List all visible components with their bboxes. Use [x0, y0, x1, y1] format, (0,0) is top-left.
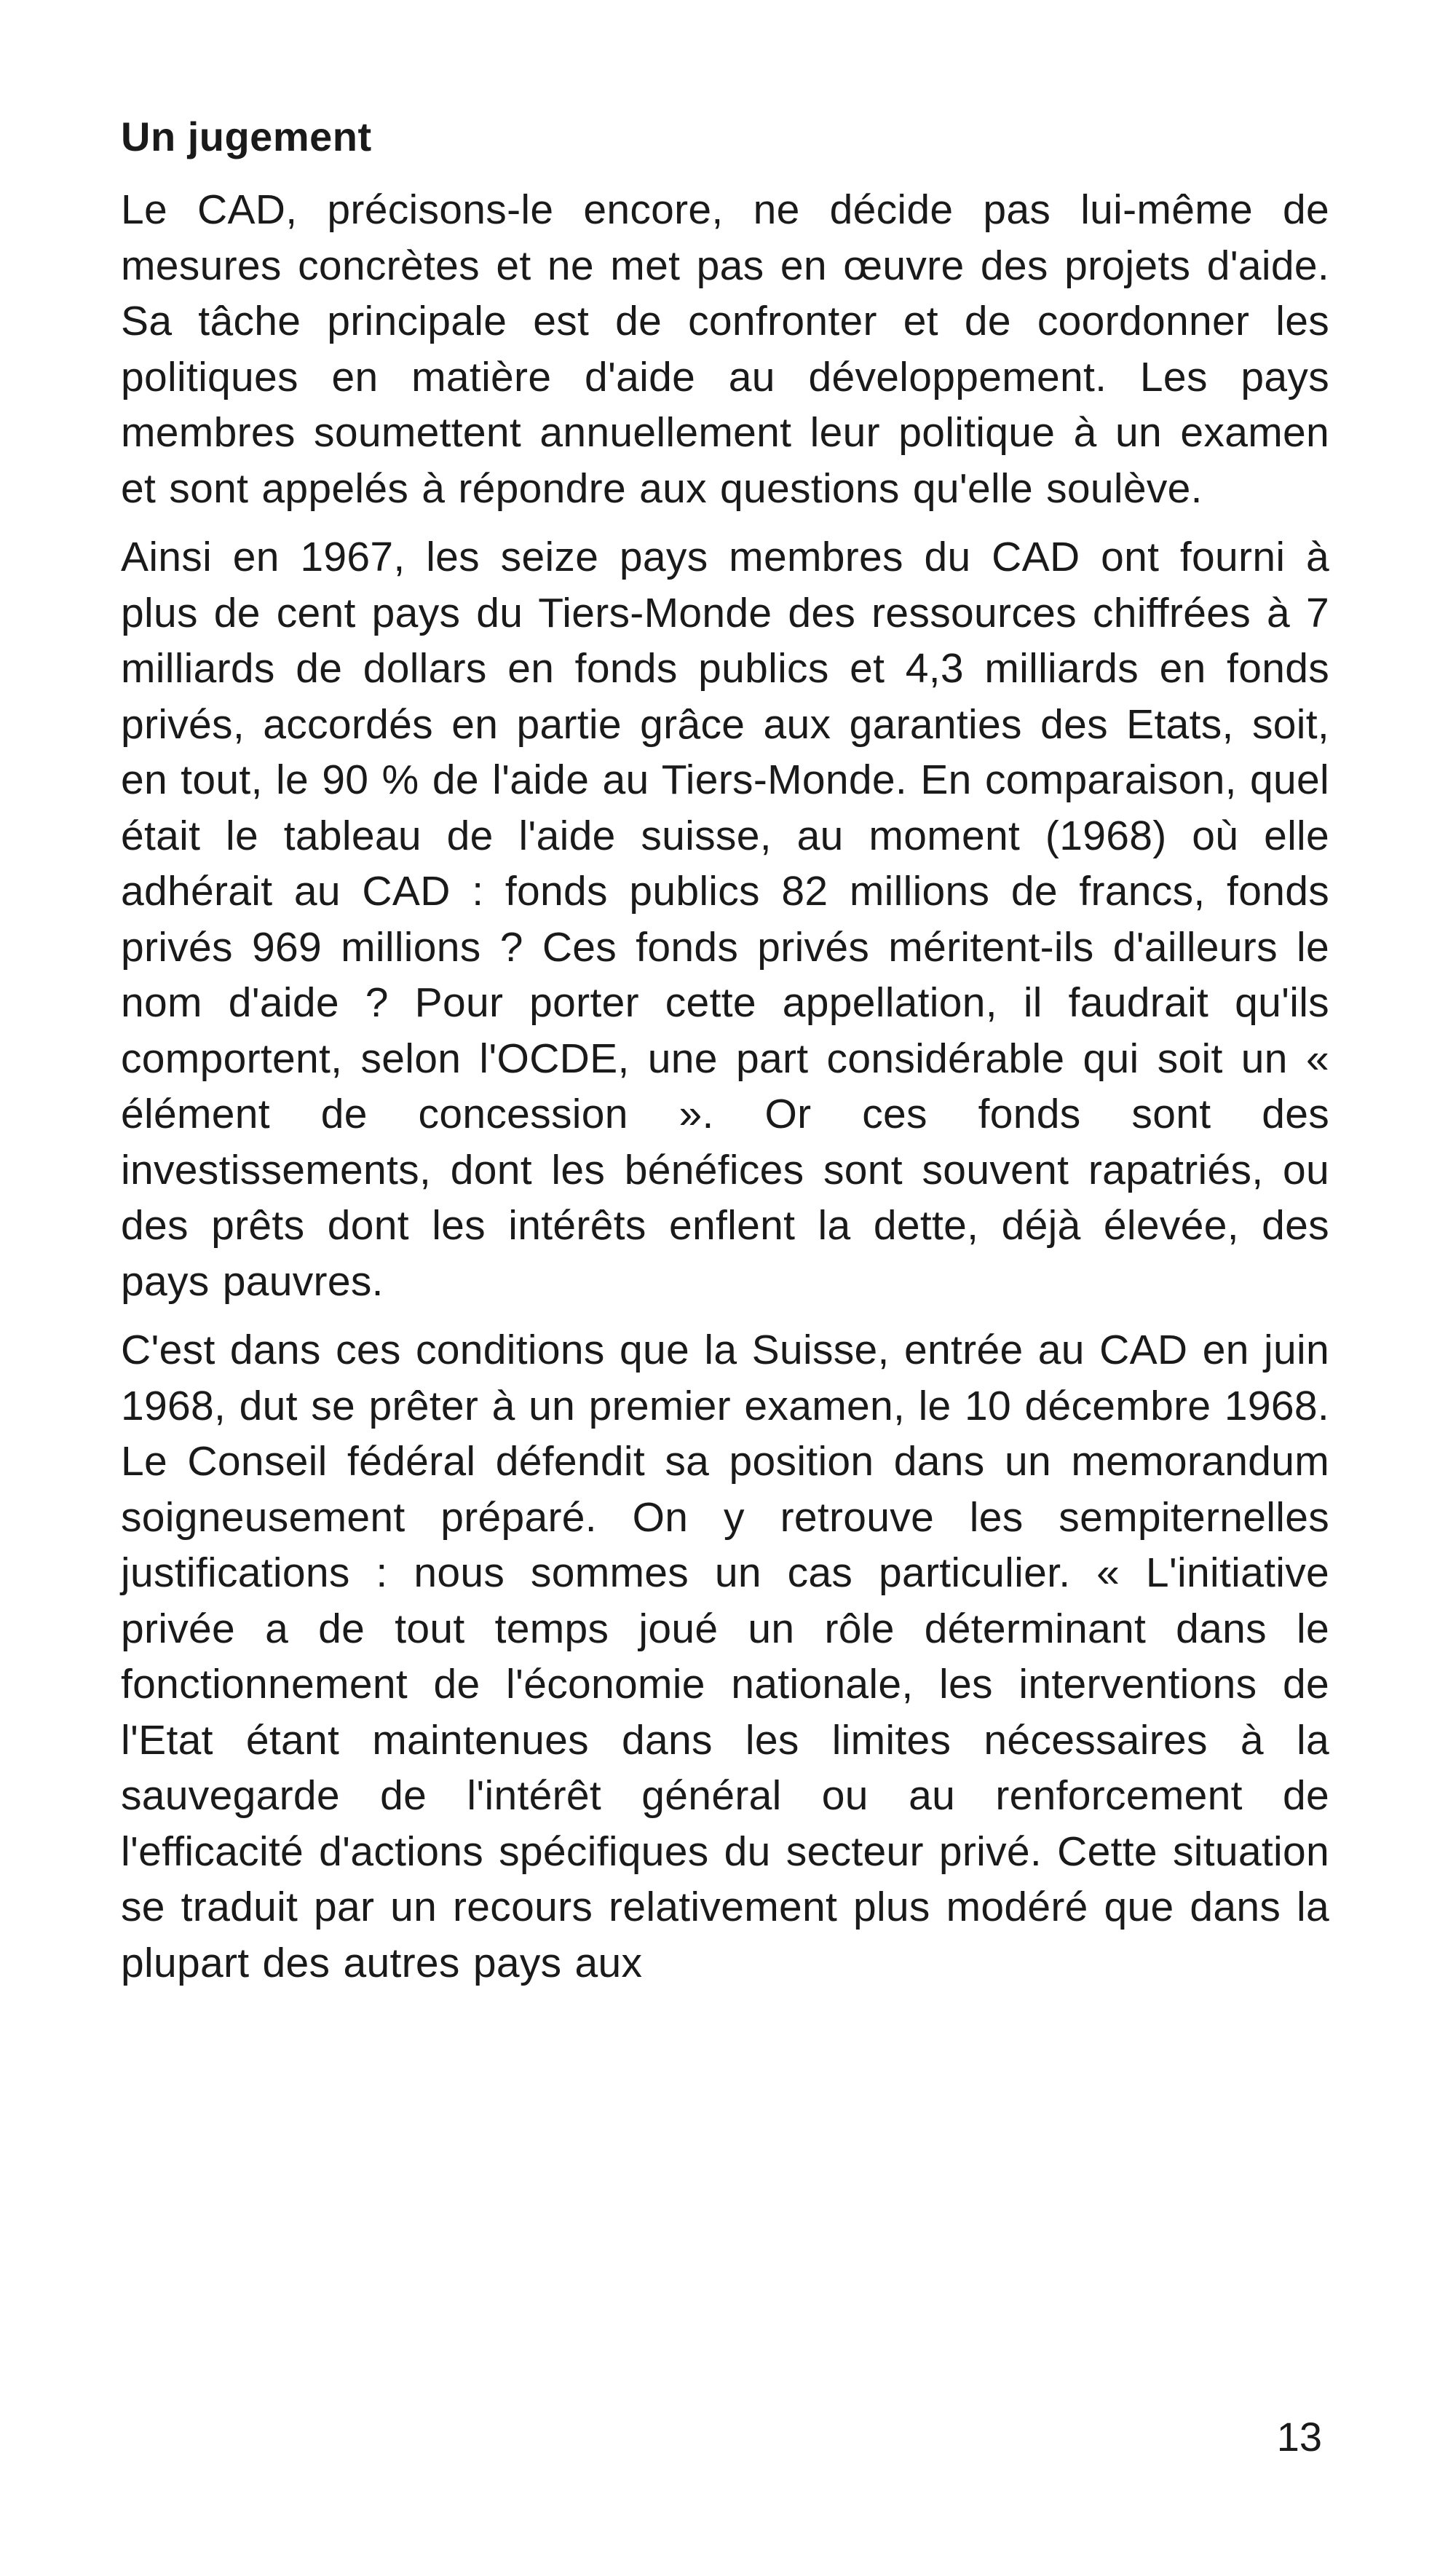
- paragraph-aid-figures-1967: Ainsi en 1967, les seize pays membres du CAD ont fourni à plus de cent pays du Tiers-Monde des ressources chiffrées à 7 milliards de dollars en fonds publics et 4,3 milliards en fonds privés, accordés en partie grâce aux garanties des Etats, soit, en tout, le 90 % de l'aide au Tiers-Monde. En comparaison, quel était le tableau de l'aide suisse, au moment (1968) où elle adhérait au CAD : fonds publics 82 millions de francs, fonds privés 969 millions ? Ces fonds privés méritent-ils d'ailleurs le nom d'aide ? Pour porter cette appellation, il faudrait qu'ils comportent, selon l'OCDE, une part considérable qui soit un « élément de concession ». Or ces fonds sont des investissements, dont les bénéfices sont souvent rapatriés, ou des prêts dont les intérêts enflent la dette, déjà élevée, des pays pauvres.: [121, 534, 1329, 1305]
- paragraph-role-of-cad: Le CAD, précisons-le encore, ne décide pas lui-même de mesures concrètes et ne met pas en œuvre des projets d'aide. Sa tâche principale est de confronter et de coordonner les politiques en matière d'aide au développement. Les pays membres soumettent annuellement leur politique à un examen et sont appelés à répondre aux questions qu'elle soulève.: [121, 186, 1329, 512]
- paragraph-swiss-examination: C'est dans ces conditions que la Suisse, entrée au CAD en juin 1968, dut se prêter à un premier examen, le 10 décembre 1968. Le Conseil fédéral défendit sa position dans un memorandum soigneusement préparé. On y retrouve les sempiternelles justifications : nous sommes un cas particulier. « L'initiative privée a de tout temps joué un rôle déterminant dans le fonctionnement de l'économie nationale, les interventions de l'Etat étant maintenues dans les limites nécessaires à la sauvegarde de l'intérêt général ou au renforcement de l'efficacité d'actions spécifiques du secteur privé. Cette situation se traduit par un recours relativement plus modéré que dans la plupart des autres pays aux: [121, 1327, 1329, 1986]
- page-number: 13: [1276, 2414, 1322, 2460]
- page-body: [121, 109, 1329, 2004]
- section-heading: Un jugement: [121, 114, 372, 159]
